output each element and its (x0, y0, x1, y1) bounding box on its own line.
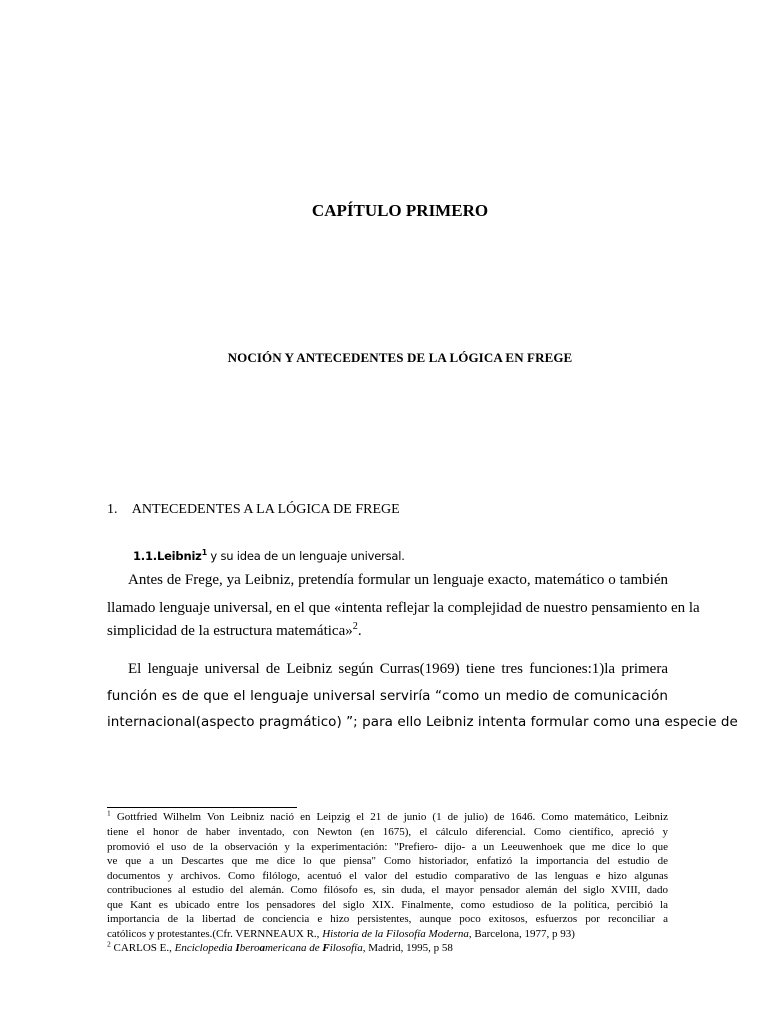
footnote-1-book-title: Historia de la Filosofía Moderna (322, 928, 469, 940)
subheading-number: 1.1. (133, 549, 157, 563)
footnote-2 (107, 939, 668, 954)
footnote-1-line-1-text: Gottfried Wilhelm Von Leibniz nació en Leipzig el 21 de junio (1 de julio) de 1646. Como matemático, Leibniz (116, 811, 669, 823)
subheading-name: Leibniz (156, 549, 202, 563)
footnote-2-title-initial-2: a (259, 942, 265, 954)
footnote-2-suffix: , Madrid, 1995, p 58 (362, 942, 453, 954)
chapter-title: CAPÍTULO PRIMERO (311, 201, 489, 220)
heading-antecedentes (107, 502, 400, 518)
subheading-rest: y su idea de un lenguaje universal. (206, 549, 405, 563)
footnote-1-last-suffix: , Barcelona, 1977, p 93) (468, 928, 575, 940)
paragraph1-line-3 (107, 621, 668, 639)
footnote-1-line-6: contribuciones al estudio del alemán. Como filósofo es, sin duda, el mayor pensador alemán del siglo XVIII, dado (107, 884, 668, 896)
footnote-ref-2[interactable]: 2 (352, 621, 358, 632)
footnote-1-last-prefix: católicos y protestantes.(Cfr. VERNNEAUX R., (107, 928, 323, 940)
footnote-1-line-7: que Kant es ubicado entre los pensadores del siglo XIX. Finalmente, como estudioso de la política, percibió la (107, 899, 668, 911)
footnote-2-marker: 2 (107, 939, 111, 949)
footnote-1-line-5: documentos y archivos. Como filólogo, acentuó el valor del estudio comparativo de las lenguas e hizo algunas (107, 870, 668, 882)
footnote-ref-1[interactable]: 1 (201, 548, 207, 558)
footnote-2-title-part-2: bero (239, 942, 260, 954)
footnote-2-title-part-3: mericana de (264, 942, 323, 954)
heading-text: ANTECEDENTES A LA LÓGICA DE FREGE (131, 502, 400, 517)
footnote-1-line-9 (107, 929, 668, 940)
paragraph1-end: . (357, 623, 362, 639)
footnote-2-prefix: CARLOS E., (110, 942, 175, 954)
footnote-1-line-3: promovió el uso de la observación y la experimentación: "Prefiero- dijo- a un Leeuwenhoek que me dice lo que (107, 841, 668, 853)
footnote-1-line-4: ve que a un Descartes que me dice lo que piensa" Como historiador, enfatizó la importancia del estudio de (107, 855, 668, 867)
subheading-leibniz (133, 549, 405, 563)
footnote-2-title-part-4: ilosofía (329, 942, 363, 954)
paragraph1-line-1: Antes de Frege, ya Leibniz, pretendía formular un lenguaje exacto, matemático o también (128, 572, 668, 588)
footnote-2-title-initial-1: I (235, 942, 240, 954)
footnote-1-line-8: importancia de la libertad de conciencia e hizo persistentes, aunque poco exitosos, esfuerzos por reconciliar a (107, 913, 668, 925)
footnote-1-line-2: tiene el honor de haber inventado, con Newton (en 1675), el cálculo diferencial. Como científico, apreció y (107, 826, 668, 838)
footnote-2-title-part-1: Enciclopedia (174, 942, 236, 954)
paragraph1-line-2: llamado lenguaje universal, en el que «intenta reflejar la complejidad de nuestro pensamiento en la (107, 600, 700, 616)
paragraph1-line-3-text: simplicidad de la estructura matemática» (107, 623, 353, 639)
footnote-1-line-1 (107, 808, 669, 823)
paragraph2-line-1: El lenguaje universal de Leibniz según Curras(1969) tiene tres funciones:1)la primera (128, 661, 668, 677)
footnote-1-marker: 1 (107, 808, 111, 818)
heading-number: 1. (107, 502, 118, 517)
paragraph2-line-3: internacional(aspecto pragmático) ”; para ello Leibniz intenta formular como una especie de (107, 714, 738, 730)
paragraph2-line-2: función es de que el lenguaje universal serviría “como un medio de comunicación (107, 688, 668, 704)
section-title: NOCIÓN Y ANTECEDENTES DE LA LÓGICA EN FREGE (227, 350, 573, 365)
footnote-2-title-initial-3: F (322, 942, 330, 954)
footnote-separator (107, 807, 297, 808)
